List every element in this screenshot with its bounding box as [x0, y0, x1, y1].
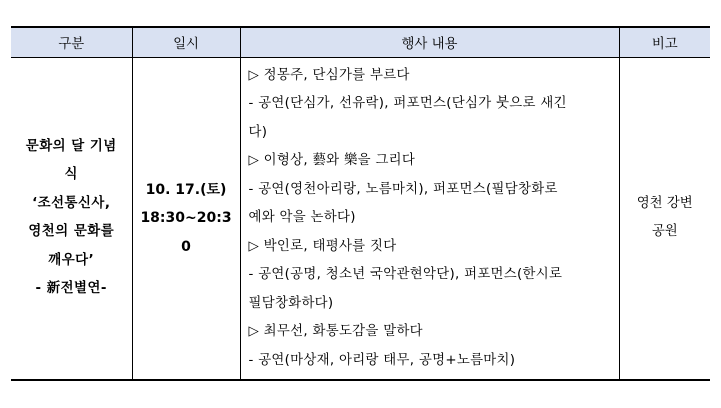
content-line: - 공연(마상재, 아리랑 태무, 공명+노름마치)	[248, 352, 516, 368]
content-line: ▷ 박인로, 태평사를 짓다	[248, 238, 397, 254]
table-header-row	[11, 27, 710, 57]
category-cell	[11, 57, 132, 380]
note-cell	[619, 57, 710, 380]
category-line: 영천의 문화를	[28, 224, 115, 240]
header-note: 비고	[619, 27, 710, 57]
datetime-cell	[132, 57, 240, 380]
datetime-line: 18:30~20:3	[140, 210, 232, 226]
content-line: - 공연(영천아리랑, 노름마치), 퍼포먼스(필담창화로	[248, 181, 558, 197]
header-event-content: 행사 내용	[240, 27, 619, 57]
header-datetime: 일시	[132, 27, 240, 57]
datetime-line: 10. 17.(토)	[145, 181, 227, 198]
content-line: 다)	[248, 124, 268, 140]
content-line: - 공연(단심가, 선유락), 퍼포먼스(단심가 붓으로 새긴	[248, 96, 567, 111]
event-content-cell	[240, 57, 619, 380]
note-line: 영천 강변	[636, 195, 693, 211]
content-line: 필담창화하다)	[248, 295, 334, 311]
content-line: ▷ 최무선, 화통도감을 말하다	[248, 324, 423, 339]
header-category: 구분	[11, 27, 132, 57]
event-schedule-table	[11, 26, 710, 381]
content-line: 예와 악을 논하다)	[248, 210, 356, 225]
category-line: 깨우다’	[48, 252, 95, 268]
category-line: ‘조선통신사,	[32, 195, 111, 211]
note-line: 공원	[651, 224, 678, 240]
datetime-line: 0	[181, 238, 191, 255]
category-line: - 新전별연-	[35, 281, 107, 297]
category-line: 식	[64, 167, 78, 183]
content-line: ▷ 이형상, 藝와 樂을 그리다	[248, 153, 416, 168]
category-line: 문화의 달 기념	[25, 138, 117, 154]
content-line: - 공연(공명, 청소년 국악관현악단), 퍼포먼스(한시로	[248, 267, 563, 282]
content-line: ▷ 정몽주, 단심가를 부르다	[248, 67, 410, 83]
table-row	[11, 57, 710, 380]
